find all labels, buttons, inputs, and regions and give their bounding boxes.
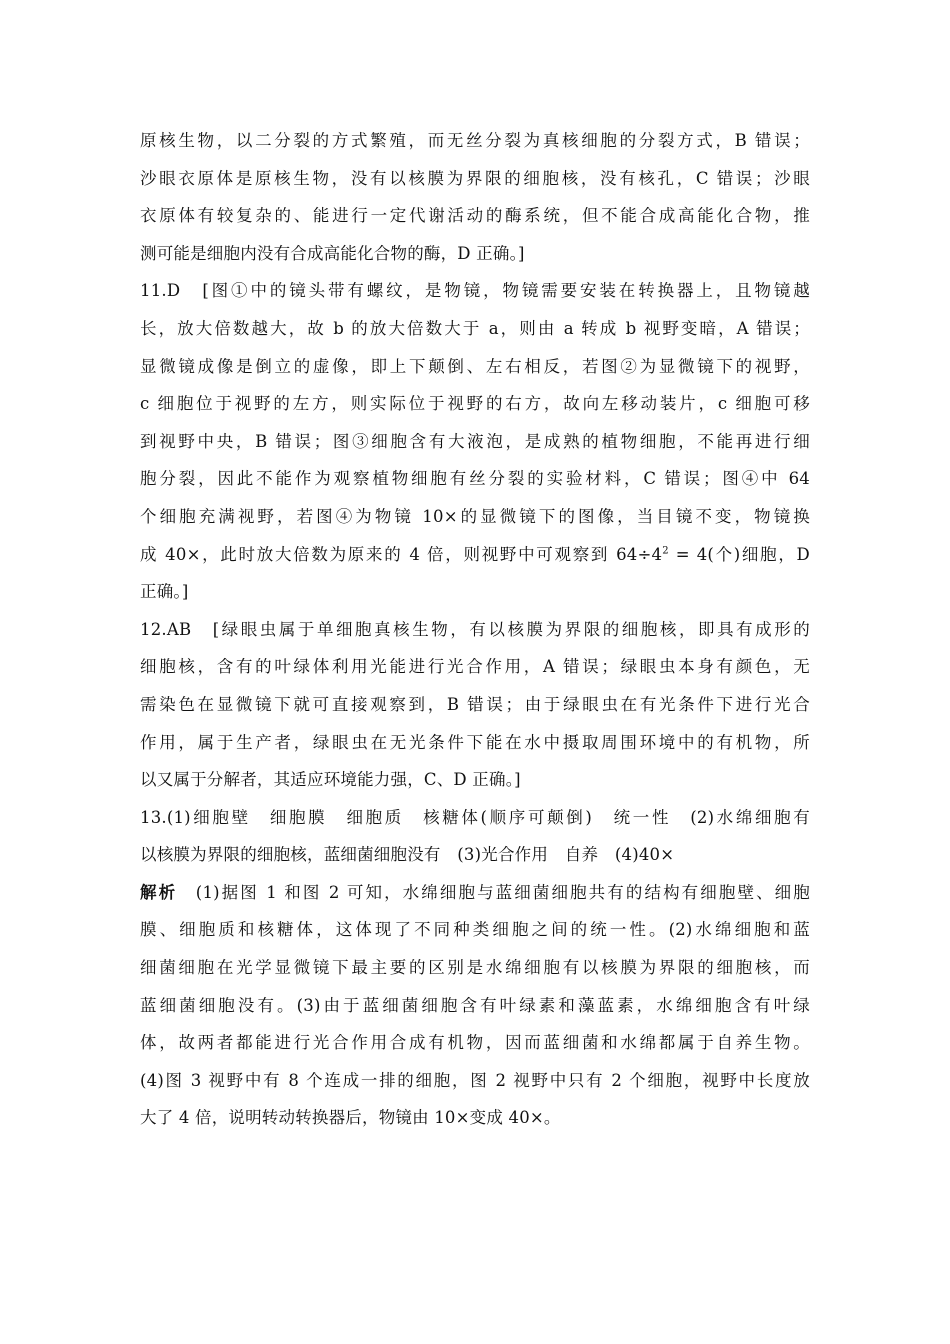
analysis-text: (1)据图 1 和图 2 可知，水绵细胞与蓝细菌细胞共有的结构有细胞壁、细胞 [177, 882, 810, 902]
formula-text: 成 40×，此时放大倍数为原来的 4 倍，则视野中可观察到 64÷4 [140, 544, 663, 564]
answer-11-line-6: 胞分裂，因此不能作为观察植物细胞有丝分裂的实验材料，C 错误；图④中 64 [140, 469, 810, 489]
formula-result: = 4(个)细胞，D [668, 544, 810, 564]
answer-12-line-3: 需染色在显微镜下就可直接观察到，B 错误；由于绿眼虫在有光条件下进行光合 [140, 694, 810, 714]
answer-11-line-7: 个细胞充满视野，若图④为物镜 10×的显微镜下的图像，当目镜不变，物镜换 [140, 506, 810, 526]
answer-12-line-4: 作用，属于生产者，绿眼虫在无光条件下能在水中摄取周围环境中的有机物，所 [140, 732, 810, 752]
answer-11-line-9: 正确。] [140, 582, 189, 602]
answer-13-line-2: 以核膜为界限的细胞核，蓝细菌细胞没有 (3)光合作用 自养 (4)40× [140, 845, 675, 865]
analysis-line-7: 大了 4 倍，说明转动转换器后，物镜由 10×变成 40×。 [140, 1108, 561, 1128]
analysis-line-4: 蓝细菌细胞没有。(3)由于蓝细菌细胞含有叶绿素和藻蓝素，水绵细胞含有叶绿 [140, 995, 810, 1015]
answer-11-line-2: 长，放大倍数越大，故 b 的放大倍数大于 a，则由 a 转成 b 视野变暗，A 错误； [140, 318, 810, 338]
answer-11-line-5: 到视野中央，B 错误；图③细胞含有大液泡，是成熟的植物细胞，不能再进行细 [140, 431, 810, 451]
answer-11-line-4: c 细胞位于视野的左方，则实际位于视野的右方，故向左移动装片，c 细胞可移 [140, 394, 810, 414]
answer-12-line-2: 细胞核，含有的叶绿体利用光能进行光合作用，A 错误；绿眼虫本身有颜色，无 [140, 657, 810, 677]
analysis-line-1 [140, 874, 810, 912]
text-line-4: 测可能是细胞内没有合成高能化合物的酶，D 正确。] [140, 243, 525, 263]
answer-11-line-1: 11.D [图①中的镜头带有螺纹，是物镜，物镜需要安装在转换器上，且物镜越 [140, 281, 810, 301]
answer-11-line-3: 显微镜成像是倒立的虚像，即上下颠倒、左右相反，若图②为显微镜下的视野， [140, 356, 810, 376]
document-page [140, 122, 810, 1137]
exponent: 2 [662, 545, 669, 557]
text-line-1: 原核生物，以二分裂的方式繁殖，而无丝分裂为真核细胞的分裂方式，B 错误； [140, 131, 810, 150]
analysis-label: 解析 [140, 882, 178, 902]
answer-12-line-5: 以又属于分解者，其适应环境能力强，C、D 正确。] [140, 770, 521, 790]
answer-12-line-1: 12.AB [绿眼虫属于单细胞真核生物，有以核膜为界限的细胞核，即具有成形的 [140, 619, 810, 639]
analysis-line-5: 体，故两者都能进行光合作用合成有机物，因而蓝细菌和水绵都属于自养生物。 [140, 1033, 810, 1053]
answer-13-line-1: 13.(1)细胞壁 细胞膜 细胞质 核糖体(顺序可颠倒) 统一性 (2)水绵细胞有 [140, 807, 810, 827]
analysis-line-2: 膜、细胞质和核糖体，这体现了不同种类细胞之间的统一性。(2)水绵细胞和蓝 [140, 920, 810, 940]
analysis-line-3: 细菌细胞在光学显微镜下最主要的区别是水绵细胞有以核膜为界限的细胞核，而 [140, 958, 810, 978]
text-line-3: 衣原体有较复杂的、能进行一定代谢活动的酶系统，但不能合成高能化合物，推 [140, 206, 810, 226]
text-line-2: 沙眼衣原体是原核生物，没有以核膜为界限的细胞核，没有核孔，C 错误；沙眼 [140, 168, 810, 188]
answer-11-line-8 [140, 536, 810, 574]
analysis-line-6: (4)图 3 视野中有 8 个连成一排的细胞，图 2 视野中只有 2 个细胞，视野中长度放 [140, 1070, 810, 1090]
